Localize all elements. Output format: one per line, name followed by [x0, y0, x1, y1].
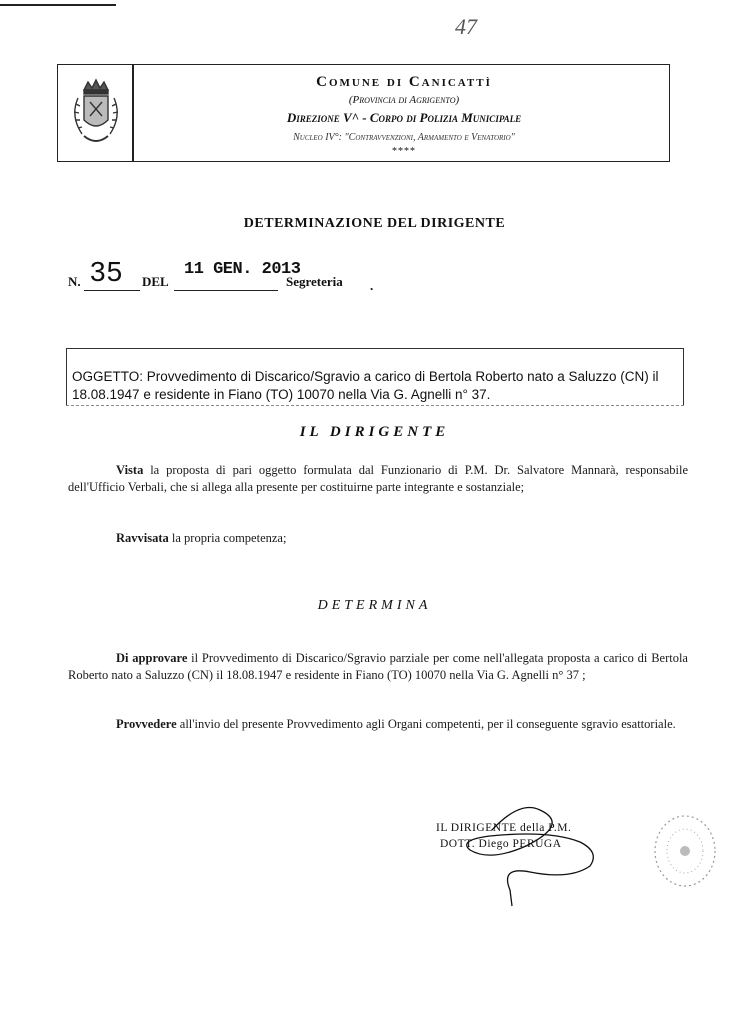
paragraph-provide [68, 716, 688, 733]
section-heading-dirigente: IL DIRIGENTE [299, 424, 450, 440]
scan-artifact-line [0, 4, 116, 6]
paragraph-vista [68, 462, 688, 496]
letterhead-divider [132, 64, 134, 162]
municipality-name: Comune di Canicattì [316, 74, 492, 90]
date-label: DEL [142, 274, 169, 289]
stamped-date: 11 GEN. 2013 [184, 260, 301, 279]
vista-text: la proposta di pari oggetto formulata dal Funzionario di P.M. Dr. Salvatore Mannarà, responsabile dell'Ufficio Verbali, che si allega alla presente per costituirne parte integrante e sostanziale; [68, 463, 688, 494]
paragraph-approve [68, 650, 688, 684]
signatory-title: IL DIRIGENTE della P.M. [436, 822, 572, 834]
municipal-crest-icon [64, 76, 128, 156]
signatory-name: DOTT. Diego PERUGA [440, 838, 562, 850]
handwritten-number: 35 [90, 256, 124, 287]
approve-keyword: Di approvare [116, 651, 188, 665]
ravvisata-text: la propria competenza; [168, 531, 287, 545]
number-underline [84, 290, 140, 291]
subject-text: OGGETTO: Provvedimento di Discarico/Sgravio a carico di Bertola Roberto nato a Saluzzo (CN) il 18.08.1947 e residente in Fiano (TO) 10070 nella Via G. Agnelli n° 37. [72, 369, 659, 402]
ink-dot: . [370, 278, 374, 293]
section-heading-determina: DETERMINA [317, 598, 432, 613]
ravvisata-keyword: Ravvisata [116, 531, 169, 545]
date-underline [174, 290, 278, 291]
document-title: DETERMINAZIONE DEL DIRIGENTE [243, 216, 506, 231]
vista-keyword: Vista [116, 463, 144, 477]
office-label: Segreteria [286, 274, 343, 289]
header-stars: **** [392, 146, 416, 157]
approve-text: il Provvedimento di Discarico/Sgravio parziale per come nell'allegata proposta a carico di Bertola Roberto nato a Saluzzo (CN) il 18.08.1947 e residente in Fiano (TO) 10070 nella Via G. Agnelli n° 37 ; [68, 651, 688, 682]
province-name: (Provincia di Agrigento) [348, 94, 460, 106]
number-label: N. [68, 274, 81, 289]
department-name: Direzione V^ - Corpo di Polizia Municipale [286, 110, 522, 125]
paragraph-ravvisata [116, 530, 676, 547]
handwritten-page-number: 47 [455, 14, 477, 39]
official-stamp-icon [650, 812, 720, 890]
provide-text: all'invio del presente Provvedimento agli Organi competenti, per il conseguente sgravio esattoriale. [176, 717, 676, 731]
registry-line [68, 258, 668, 292]
provide-keyword: Provvedere [116, 717, 177, 731]
subject-box-bottom [66, 405, 684, 406]
unit-name: Nucleo IV°: "Contravvenzioni, Armamento e Venatorio" [293, 132, 515, 143]
